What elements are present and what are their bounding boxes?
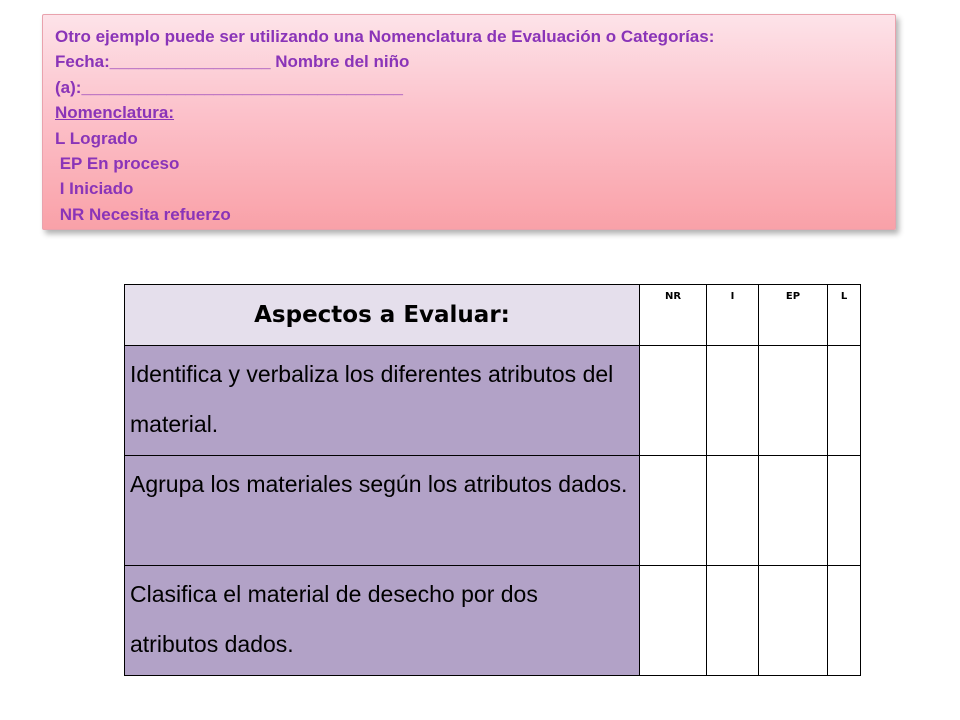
mark-cell-nr[interactable] (640, 566, 707, 676)
aspect-cell: Identifica y verbaliza los diferentes atributos del material. (125, 346, 640, 456)
instructions-callout (42, 14, 896, 230)
evaluation-table (124, 284, 861, 676)
mark-cell-ep[interactable] (759, 456, 828, 566)
mark-cell-l[interactable] (828, 456, 861, 566)
legend-item-en-proceso: EP En proceso (55, 154, 180, 174)
mark-cell-ep[interactable] (759, 566, 828, 676)
legend-item-iniciado: I Iniciado (55, 179, 134, 199)
table-row (125, 456, 861, 566)
column-header-nr: NR (640, 285, 707, 346)
table-header-row (125, 285, 861, 346)
mark-cell-i[interactable] (707, 566, 759, 676)
mark-cell-nr[interactable] (640, 456, 707, 566)
column-header-i: I (707, 285, 759, 346)
column-header-l: L (828, 285, 861, 346)
intro-text: Otro ejemplo puede ser utilizando una Nomenclatura de Evaluación o Categorías: (55, 27, 715, 46)
mark-cell-nr[interactable] (640, 346, 707, 456)
table-row (125, 566, 861, 676)
mark-cell-ep[interactable] (759, 346, 828, 456)
mark-cell-i[interactable] (707, 456, 759, 566)
aspect-cell: Agrupa los materiales según los atributos dados. (125, 456, 640, 566)
date-name-line: Fecha:_________________ Nombre del niño (55, 52, 410, 72)
name-continuation-line: (a):__________________________________ (55, 77, 403, 97)
mark-cell-i[interactable] (707, 346, 759, 456)
mark-cell-l[interactable] (828, 566, 861, 676)
legend-item-logrado: L Logrado (55, 128, 138, 148)
legend-item-necesita-refuerzo: NR Necesita refuerzo (55, 204, 231, 224)
table-row (125, 346, 861, 456)
aspects-header: Aspectos a Evaluar: (125, 285, 640, 346)
aspect-cell: Clasifica el material de desecho por dos atributos dados. (125, 566, 640, 676)
nomenclature-heading: Nomenclatura: (55, 103, 175, 123)
mark-cell-l[interactable] (828, 346, 861, 456)
column-header-ep: EP (759, 285, 828, 346)
